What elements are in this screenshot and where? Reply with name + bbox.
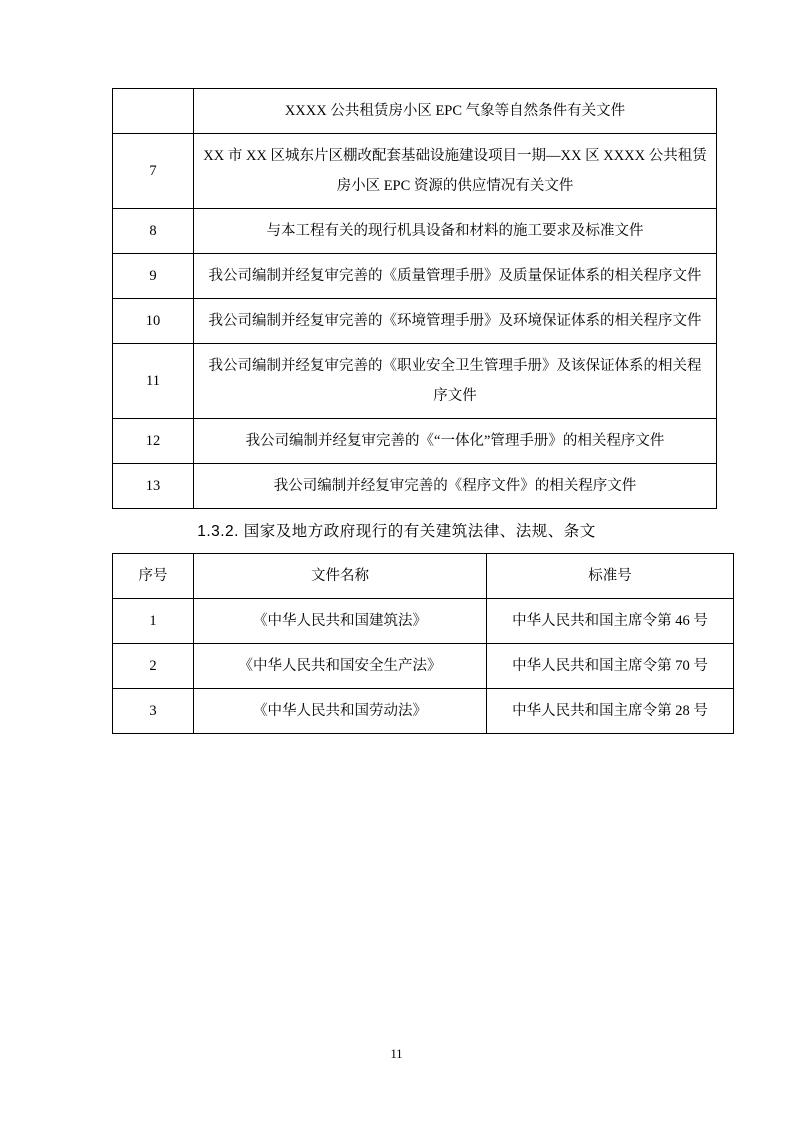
column-header-name: 文件名称 (194, 554, 487, 599)
column-header-code: 标准号 (487, 554, 734, 599)
row-text: 我公司编制并经复审完善的《职业安全卫生管理手册》及该保证体系的相关程序文件 (194, 344, 717, 419)
row-index (113, 89, 194, 134)
table-row (113, 299, 717, 344)
row-text: XXXX 公共租赁房小区 EPC 气象等自然条件有关文件 (194, 89, 717, 134)
table-header-row (113, 554, 734, 599)
laws-regulations-table-body (113, 599, 734, 734)
laws-regulations-table (112, 553, 734, 734)
table-row (113, 344, 717, 419)
row-document-name: 《中华人民共和国劳动法》 (194, 689, 487, 734)
table-row (113, 689, 734, 734)
row-text: 我公司编制并经复审完善的《程序文件》的相关程序文件 (194, 464, 717, 509)
row-index: 8 (113, 209, 194, 254)
row-index: 11 (113, 344, 194, 419)
row-standard-code: 中华人民共和国主席令第 46 号 (487, 599, 734, 644)
table-row (113, 134, 717, 209)
row-index: 1 (113, 599, 194, 644)
table-row (113, 644, 734, 689)
table-row (113, 254, 717, 299)
row-text: XX 市 XX 区城东片区棚改配套基础设施建设项目一期—XX 区 XXXX 公共租赁房小区 EPC 资源的供应情况有关文件 (194, 134, 717, 209)
reference-documents-table-body (113, 89, 717, 509)
row-index: 12 (113, 419, 194, 464)
row-index: 9 (113, 254, 194, 299)
table-row (113, 599, 734, 644)
row-text: 与本工程有关的现行机具设备和材料的施工要求及标准文件 (194, 209, 717, 254)
row-text: 我公司编制并经复审完善的《环境管理手册》及环境保证体系的相关程序文件 (194, 299, 717, 344)
row-text: 我公司编制并经复审完善的《“一体化”管理手册》的相关程序文件 (194, 419, 717, 464)
row-document-name: 《中华人民共和国建筑法》 (194, 599, 487, 644)
row-index: 10 (113, 299, 194, 344)
row-index: 13 (113, 464, 194, 509)
table-row (113, 464, 717, 509)
row-document-name: 《中华人民共和国安全生产法》 (194, 644, 487, 689)
row-standard-code: 中华人民共和国主席令第 70 号 (487, 644, 734, 689)
reference-documents-table (112, 88, 717, 509)
laws-regulations-table-header (113, 554, 734, 599)
table-row (113, 209, 717, 254)
row-index: 3 (113, 689, 194, 734)
row-text: 我公司编制并经复审完善的《质量管理手册》及质量保证体系的相关程序文件 (194, 254, 717, 299)
row-index: 2 (113, 644, 194, 689)
table-row (113, 419, 717, 464)
column-header-index: 序号 (113, 554, 194, 599)
row-standard-code: 中华人民共和国主席令第 28 号 (487, 689, 734, 734)
page-number: 11 (390, 1047, 403, 1061)
section-heading: 1.3.2. 国家及地方政府现行的有关建筑法律、法规、条文 (197, 523, 596, 540)
table-row (113, 89, 717, 134)
row-index: 7 (113, 134, 194, 209)
